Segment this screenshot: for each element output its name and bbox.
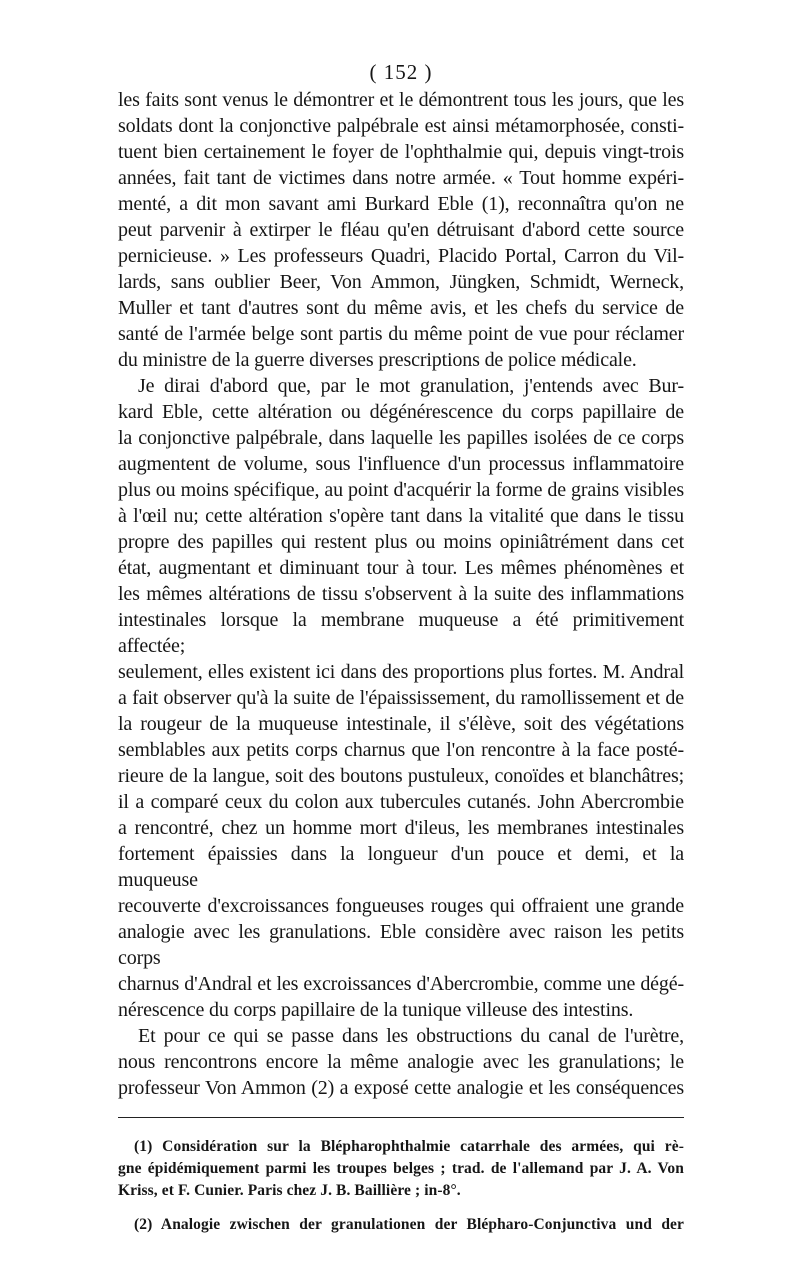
text-line: professeur Von Ammon (2) a exposé cette analogie et les conséquences xyxy=(118,1077,684,1099)
text-line: menté, a dit mon savant ami Burkard Eble (1), reconnaîtra qu'on ne xyxy=(118,193,684,215)
text-line: santé de l'armée belge sont partis du même point de vue pour réclamer xyxy=(118,323,684,345)
text-line: du ministre de la guerre diverses prescriptions de police médicale. xyxy=(118,349,637,371)
footnote-line: gne épidémiquement parmi les troupes belges ; trad. de l'allemand par J. A. Von xyxy=(118,1160,684,1177)
text-line: pernicieuse. » Les professeurs Quadri, Placido Portal, Carron du Vil- xyxy=(118,245,684,267)
text-line: propre des papilles qui restent plus ou moins opiniâtrément dans cet xyxy=(118,531,684,553)
footnote-line: Kriss, et F. Cunier. Paris chez J. B. Baillière ; in-8°. xyxy=(118,1182,461,1199)
text-line: recouverte d'excroissances fongueuses rouges qui offraient une grande xyxy=(118,895,684,917)
footnote-gap xyxy=(118,1202,684,1214)
text-line: charnus d'Andral et les excroissances d'Abercrombie, comme une dégé- xyxy=(118,973,684,995)
text-line: a rencontré, chez un homme mort d'ileus, les membranes intestinales xyxy=(118,817,684,839)
page-number: ( 152 ) xyxy=(369,60,433,84)
footnote-divider xyxy=(118,1117,684,1118)
text-line: la rougeur de la muqueuse intestinale, il s'élève, soit des végétations xyxy=(118,713,684,735)
text-line: il a comparé ceux du colon aux tubercules cutanés. John Abercrombie xyxy=(118,791,684,813)
text-line: augmentent de volume, sous l'influence d'un processus inflammatoire xyxy=(118,453,684,475)
text-line: Et pour ce qui se passe dans les obstructions du canal de l'urètre, xyxy=(138,1025,684,1047)
book-page xyxy=(118,58,684,1236)
text-line: les mêmes altérations de tissu s'observent à la suite des inflammations xyxy=(118,583,684,605)
text-line: Muller et tant d'autres sont du même avis, et les chefs du service de xyxy=(118,297,684,319)
text-line: lards, sans oublier Beer, Von Ammon, Jüngken, Schmidt, Werneck, xyxy=(118,271,684,293)
text-line: intestinales lorsque la membrane muqueuse a été primitivement affectée; xyxy=(118,609,684,657)
text-line: rieure de la langue, soit des boutons pustuleux, conoïdes et blanchâtres; xyxy=(118,765,684,787)
footnotes xyxy=(118,1136,684,1236)
text-line: années, fait tant de victimes dans notre armée. « Tout homme expéri- xyxy=(118,167,684,189)
text-line: nérescence du corps papillaire de la tunique villeuse des intestins. xyxy=(118,999,634,1021)
text-line: la conjonctive palpébrale, dans laquelle les papilles isolées de ce corps xyxy=(118,427,684,449)
text-line: seulement, elles existent ici dans des proportions plus fortes. M. Andral xyxy=(118,661,684,683)
text-line: plus ou moins spécifique, au point d'acquérir la forme de grains visibles xyxy=(118,479,684,501)
text-line: kard Eble, cette altération ou dégénérescence du corps papillaire de xyxy=(118,401,684,423)
footnote-line: (1) Considération sur la Blépharophthalmie catarrhale des armées, qui rè- xyxy=(134,1138,684,1155)
paragraph-2 xyxy=(118,373,684,1023)
text-line: peut parvenir à extirper le fléau qu'en détruisant d'abord cette source xyxy=(118,219,684,241)
footnote-2 xyxy=(118,1214,684,1236)
text-line: nous rencontrons encore la même analogie avec les granulations; le xyxy=(118,1051,684,1073)
text-line: état, augmentant et diminuant tour à tour. Les mêmes phénomènes et xyxy=(118,557,684,579)
text-line: les faits sont venus le démontrer et le démontrent tous les jours, que les xyxy=(118,89,684,111)
text-line: analogie avec les granulations. Eble considère avec raison les petits corps xyxy=(118,921,684,969)
text-line: tuent bien certainement le foyer de l'ophthalmie qui, depuis vingt-trois xyxy=(118,141,684,163)
text-line: a fait observer qu'à la suite de l'épaississement, du ramollissement et de xyxy=(118,687,684,709)
text-line: Je dirai d'abord que, par le mot granulation, j'entends avec Bur- xyxy=(138,375,684,397)
text-line: soldats dont la conjonctive palpébrale est ainsi métamorphosée, consti- xyxy=(118,115,684,137)
footnote-1 xyxy=(118,1136,684,1202)
body-text xyxy=(118,87,684,1101)
footnote-line: (2) Analogie zwischen der granulationen der Blépharo-Conjunctiva und der xyxy=(134,1216,684,1233)
paragraph-1 xyxy=(118,87,684,373)
text-line: à l'œil nu; cette altération s'opère tant dans la vitalité que dans le tissu xyxy=(118,505,684,527)
paragraph-3 xyxy=(118,1023,684,1101)
text-line: fortement épaissies dans la longueur d'un pouce et demi, et la muqueuse xyxy=(118,843,684,891)
text-line: semblables aux petits corps charnus que l'on rencontre à la face posté- xyxy=(118,739,684,761)
